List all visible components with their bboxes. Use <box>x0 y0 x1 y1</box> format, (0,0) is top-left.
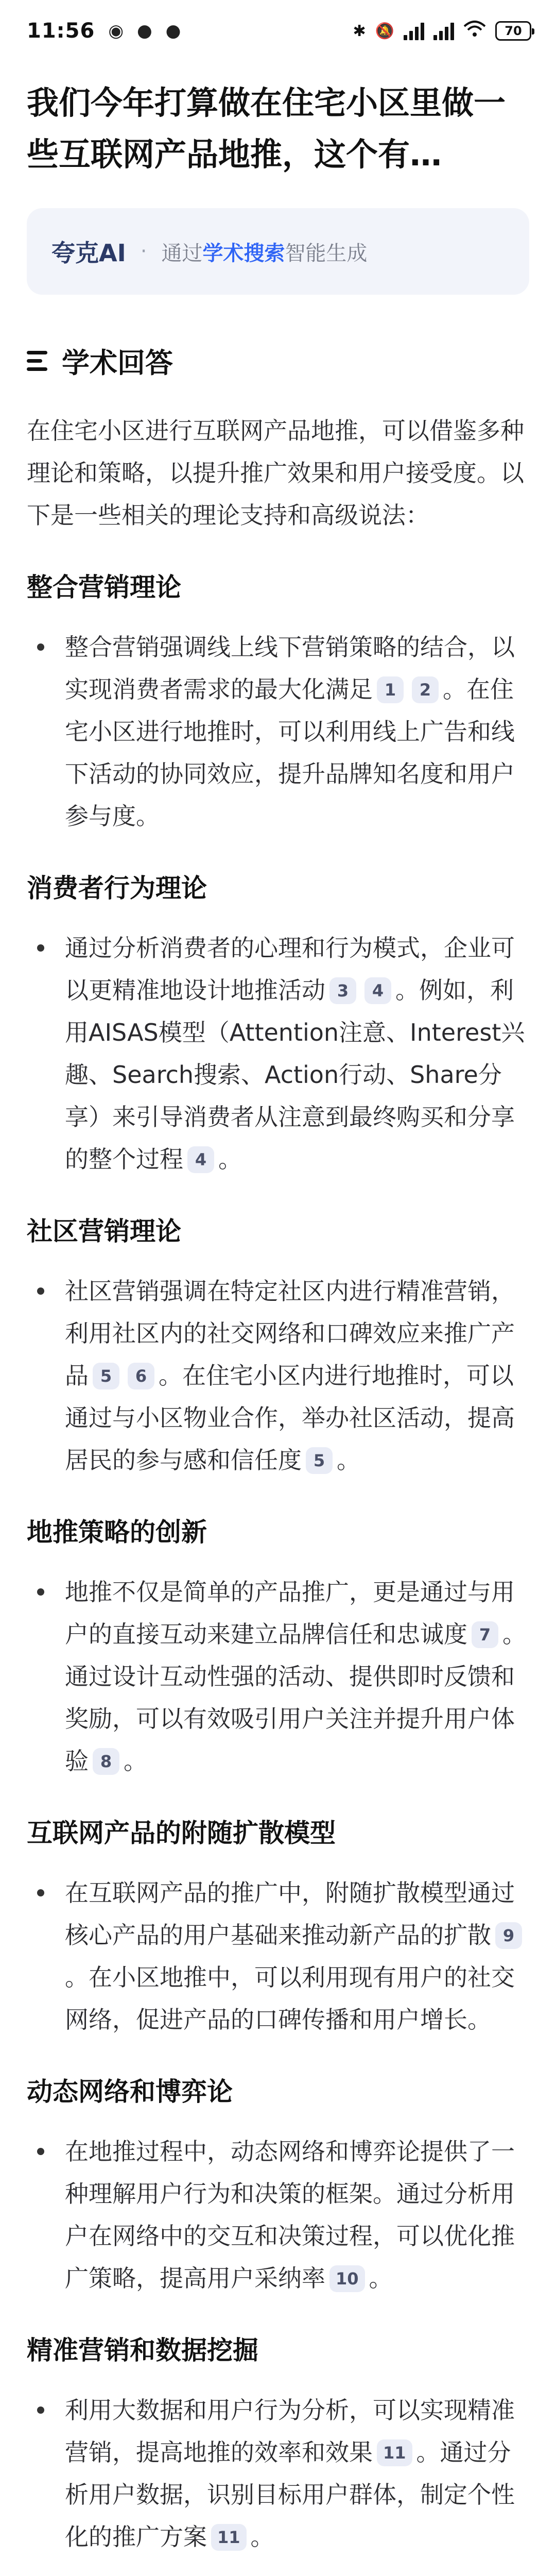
section-title: 消费者行为理论 <box>27 873 207 903</box>
wifi-icon <box>463 20 486 42</box>
citation-badge[interactable]: 4 <box>364 977 391 1004</box>
bullet-text: 在地推过程中，动态网络和博弈论提供了一种理解用户行为和决策的框架。通过分析用户在网络中的交互和决策过程，可以优化推广策略，提高用户采纳率 <box>65 2138 515 2292</box>
section-bullet <box>27 1571 529 1782</box>
section-title: 互联网产品的附随扩散模型 <box>27 1818 336 1848</box>
page-title: 我们今年打算做在住宅小区里做一些互联网产品地推，这个有… <box>27 84 506 173</box>
section-bullet <box>27 927 529 1180</box>
citation-badge[interactable]: 9 <box>495 1922 522 1949</box>
citation-badge[interactable]: 8 <box>93 1748 119 1775</box>
battery-icon: 70 <box>495 21 531 41</box>
citation-badge[interactable]: 6 <box>128 1363 154 1389</box>
brand-label: 夸克AI <box>51 239 126 267</box>
bullet-text: 。在住宅小区进行地推时，可以利用线上广告和线下活动的协同效应，提升品牌知名度和用户参与度。 <box>65 675 515 830</box>
separator-dot: · <box>140 240 147 263</box>
bullet-text: 社区营销强调在特定社区内进行精准营销，利用社区内的社交网络和口碑效应来推广产品 <box>65 1277 515 1389</box>
bullet-text: 。通过设计互动性强的活动、提供即时反馈和奖励，可以有效吸引用户关注并提升用户体验 <box>65 1620 526 1775</box>
citation-badge[interactable]: 3 <box>329 977 356 1004</box>
section-bullet <box>27 2130 529 2299</box>
mute-icon: 🔕 <box>375 22 394 40</box>
bullet-text: 。 <box>369 2264 393 2292</box>
section-title: 精准营销和数据挖掘 <box>27 2335 258 2365</box>
citation-badge[interactable]: 7 <box>472 1621 498 1648</box>
bullet-text: 。通过分析用户数据，识别目标用户群体，制定个性化的推广方案 <box>65 2438 515 2551</box>
bullet-text: 通过分析消费者的心理和行为模式，企业可以更精准地设计地推活动 <box>65 934 515 1004</box>
list-icon <box>27 351 47 371</box>
status-right <box>353 20 532 42</box>
section-bullet <box>27 626 529 837</box>
section-bullet <box>27 1872 529 2041</box>
bluetooth-icon: ✱ <box>353 22 366 40</box>
bullet-text: 。 <box>124 1747 147 1775</box>
chat-icon: ● <box>137 21 152 41</box>
source-prefix: 通过 <box>161 241 203 265</box>
citation-badge[interactable]: 2 <box>412 676 439 703</box>
citation-badge[interactable]: 11 <box>211 2524 247 2551</box>
section-title: 动态网络和博弈论 <box>27 2077 233 2107</box>
signal-icon <box>433 22 454 40</box>
bullet-text: 整合营销强调线上线下营销策略的结合，以实现消费者需求的最大化满足 <box>65 633 515 703</box>
bullet-text: 。 <box>337 1446 360 1474</box>
citation-badge[interactable]: 11 <box>377 2439 412 2466</box>
section-bullet <box>27 1270 529 1481</box>
source-highlight[interactable]: 学术搜索 <box>202 241 285 265</box>
bullet-text: 。例如，利用AISAS模型（Attention注意、Interest兴趣、Search搜索、Action行动、Share分享）来引导消费者从注意到最终购买和分享的整个过程 <box>65 976 525 1173</box>
citation-badge[interactable]: 5 <box>306 1447 333 1474</box>
weibo-icon: ◉ <box>108 21 124 41</box>
answer-header <box>27 341 529 381</box>
source-box <box>27 208 529 295</box>
status-bar <box>0 0 556 62</box>
bullet-text: 在互联网产品的推广中，附随扩散模型通过核心产品的用户基础来推动新产品的扩散 <box>65 1879 515 1949</box>
section-bullet <box>27 2389 529 2558</box>
chat-icon: ● <box>165 21 181 41</box>
bullet-text: 利用大数据和用户行为分析，可以实现精准营销，提高地推的效率和效果 <box>65 2396 515 2466</box>
source-suffix: 智能生成 <box>285 241 368 265</box>
citation-badge[interactable]: 4 <box>187 1146 214 1173</box>
citation-badge[interactable]: 5 <box>93 1363 119 1389</box>
bullet-text: 。在小区地推中，可以利用现有用户的社交网络，促进产品的口碑传播和用户增长。 <box>65 1963 515 2033</box>
section-title: 整合营销理论 <box>27 572 181 602</box>
section-title: 社区营销理论 <box>27 1216 181 1246</box>
status-left <box>27 19 181 43</box>
bullet-text: 。 <box>250 2523 274 2551</box>
intro-paragraph: 在住宅小区进行互联网产品地推，可以借鉴多种理论和策略，以提升推广效果和用户接受度。以下是一些相关的理论支持和高级说法： <box>27 417 524 529</box>
bullet-text: 地推不仅是简单的产品推广，更是通过与用户的直接互动来建立品牌信任和忠诚度 <box>65 1578 515 1648</box>
signal-icon <box>404 22 424 40</box>
section-title: 地推策略的创新 <box>27 1517 207 1547</box>
bullet-text: 。在住宅小区内进行地推时，可以通过与小区物业合作，举办社区活动，提高居民的参与感和信任度 <box>65 1362 515 1474</box>
answer-header-label: 学术回答 <box>62 347 173 379</box>
bullet-text: 。 <box>218 1145 242 1173</box>
status-time: 11:56 <box>27 19 95 43</box>
citation-badge[interactable]: 1 <box>377 676 404 703</box>
citation-badge[interactable]: 10 <box>329 2265 365 2292</box>
